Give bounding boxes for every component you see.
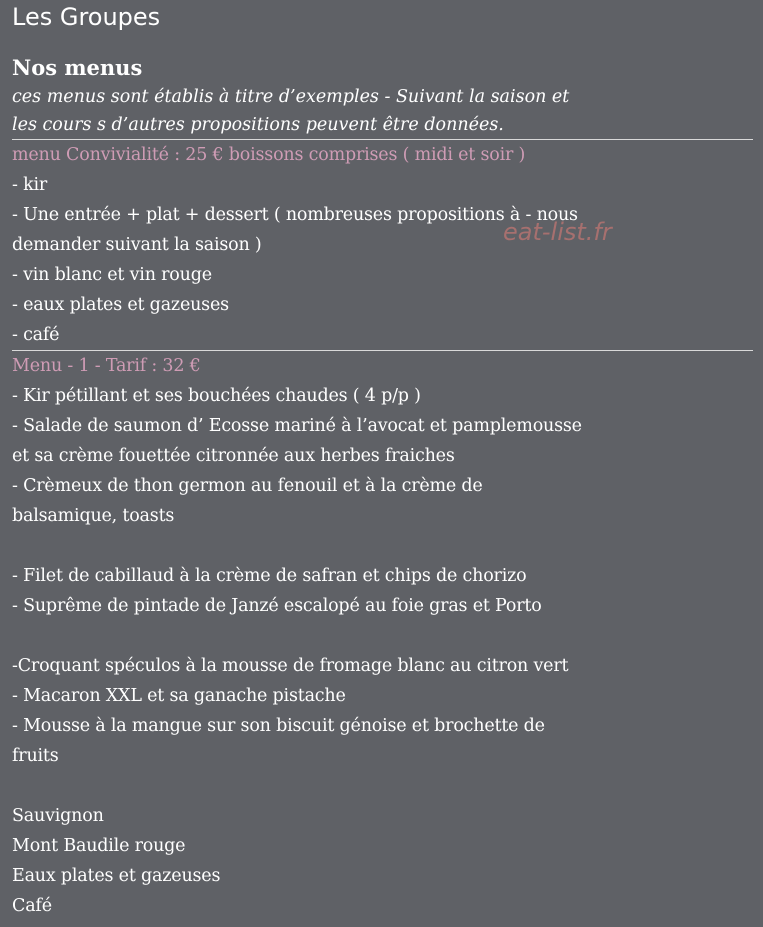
intro-line-2: les cours s d’autres propositions peuvent être données. (12, 115, 504, 135)
drink-item: Eaux plates et gazeuses (12, 866, 221, 886)
list-item: - Une entrée + plat + dessert ( nombreuses propositions à - nous (12, 205, 578, 225)
dessert-item: fruits (12, 746, 59, 766)
menu-1-heading: Menu - 1 - Tarif : 32 € (12, 356, 201, 376)
list-item: - café (12, 325, 60, 345)
list-item: - kir (12, 175, 48, 195)
watermark: eat-list.fr (503, 218, 612, 246)
list-item: demander suivant la saison ) (12, 235, 262, 255)
starter-item: balsamique, toasts (12, 506, 175, 526)
starter-item: - Salade de saumon d’ Ecosse mariné à l’avocat et pamplemousse (12, 416, 582, 436)
spacer (12, 771, 753, 801)
page-title: Les Groupes (12, 3, 161, 31)
intro-line-1: ces menus sont établis à titre d’exemples - Suivant la saison et (12, 87, 570, 107)
spacer (12, 531, 753, 561)
list-item: - eaux plates et gazeuses (12, 295, 229, 315)
spacer (12, 621, 753, 651)
starter-item: - Crèmeux de thon germon au fenouil et à la crème de (12, 476, 483, 496)
list-item: - vin blanc et vin rouge (12, 265, 212, 285)
dessert-item: -Croquant spéculos à la mousse de fromage blanc au citron vert (12, 656, 569, 676)
section-subtitle: Nos menus (12, 55, 143, 80)
starter-item: - Kir pétillant et ses bouchées chaudes ( 4 p/p ) (12, 386, 421, 406)
starter-item: et sa crème fouettée citronnée aux herbes fraiches (12, 446, 455, 466)
dessert-item: - Mousse à la mangue sur son biscuit génoise et brochette de (12, 716, 545, 736)
menu-page (12, 0, 753, 921)
main-item: - Filet de cabillaud à la crème de safran et chips de chorizo (12, 566, 527, 586)
drink-item: Café (12, 896, 52, 916)
main-item: - Suprême de pintade de Janzé escalopé au foie gras et Porto (12, 596, 542, 616)
menu-convivialite-heading: menu Convivialité : 25 € boissons comprises ( midi et soir ) (12, 145, 526, 165)
dessert-item: - Macaron XXL et sa ganache pistache (12, 686, 346, 706)
drink-item: Mont Baudile rouge (12, 836, 186, 856)
drink-item: Sauvignon (12, 806, 104, 826)
